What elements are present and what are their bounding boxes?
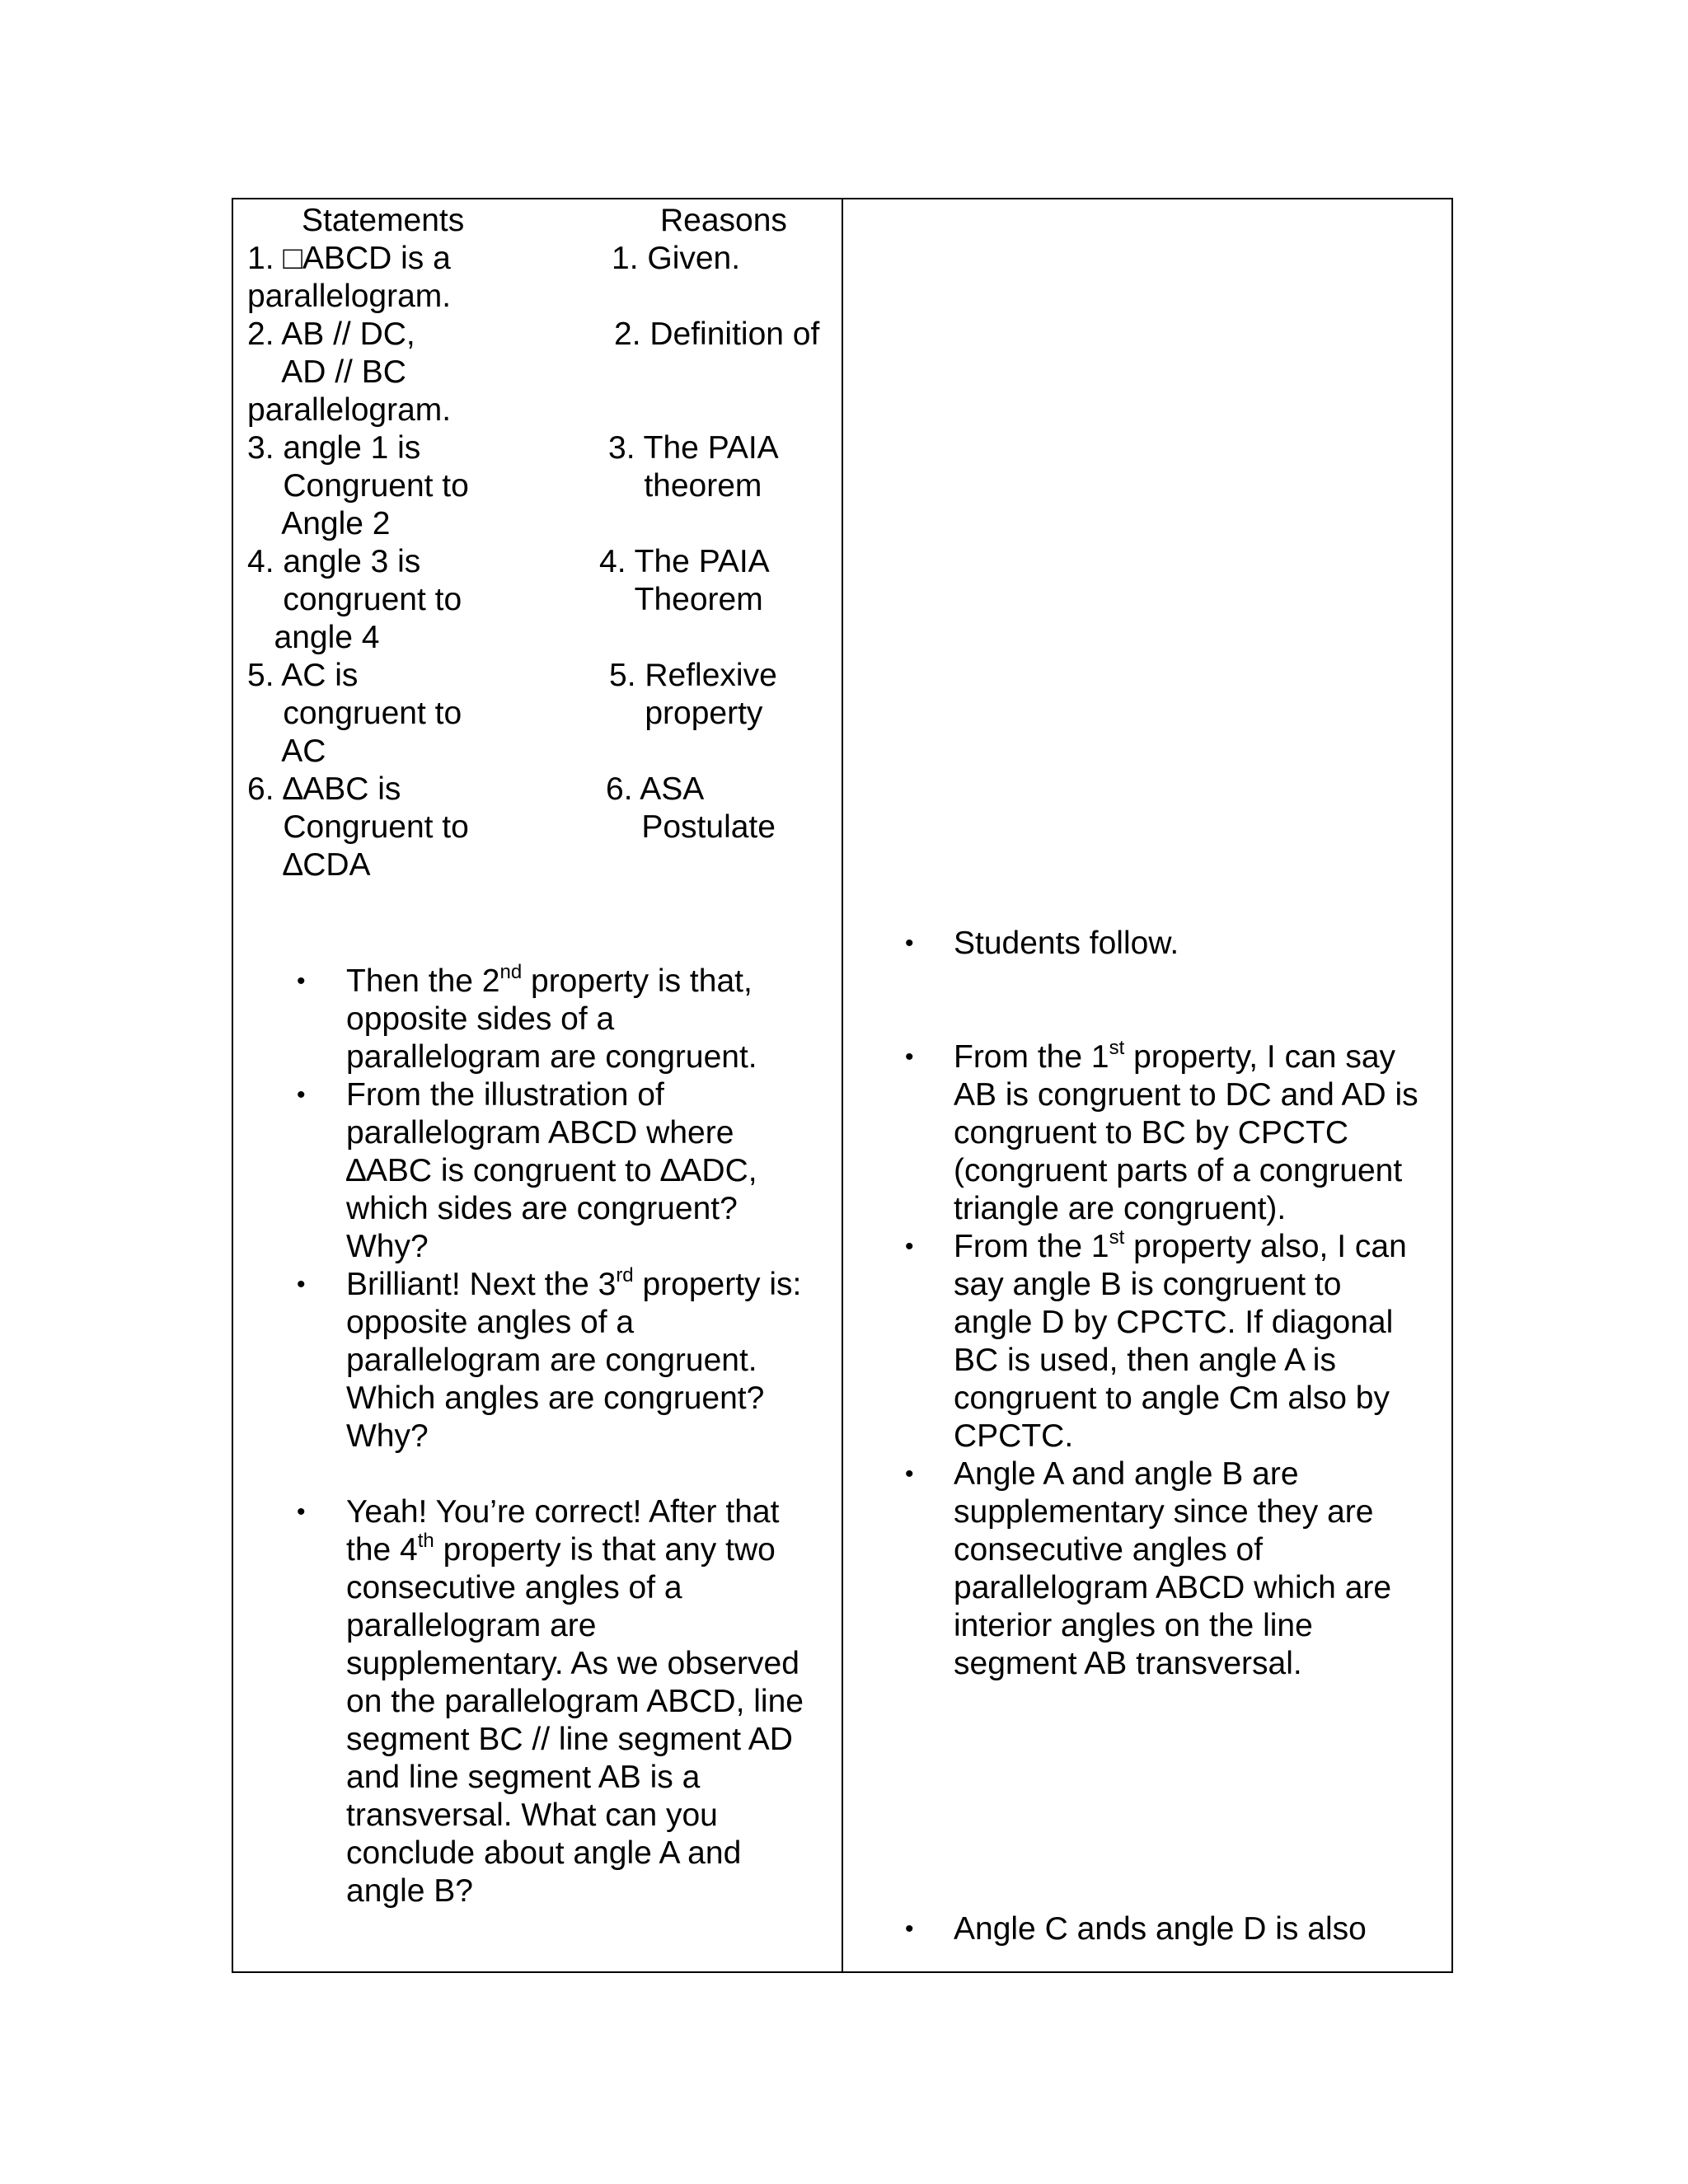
teacher-bullet-1-line-3: parallelogram are congruent.: [346, 1039, 757, 1075]
reason-2: 2. Definition of: [614, 316, 820, 352]
student-bullet-4-line-6: segment AB transversal.: [954, 1646, 1302, 1681]
statement-5-line-3: AC: [247, 733, 326, 769]
student-bullet-4-line-1: Angle A and angle B are: [954, 1456, 1299, 1492]
teacher-bullet-4-line-6: on the parallelogram ABCD, line: [346, 1684, 804, 1719]
teacher-bullet-4-line-4: parallelogram are: [346, 1608, 597, 1643]
bullet-icon: •: [905, 1043, 914, 1071]
teacher-bullet-2-line-2: parallelogram ABCD where: [346, 1115, 734, 1151]
statement-6-line-3: ∆CDA: [247, 847, 371, 883]
student-bullet-2-line-5: triangle are congruent).: [954, 1191, 1287, 1226]
student-bullet-1-line-1: Students follow.: [954, 926, 1179, 961]
teacher-bullet-4-line-8: and line segment AB is a: [346, 1760, 701, 1795]
statement-2-line-3: parallelogram.: [247, 392, 452, 428]
student-bullet-4-line-4: parallelogram ABCD which are: [954, 1570, 1392, 1605]
statement-4-line-3: angle 4: [247, 620, 380, 655]
teacher-bullet-4-line-7: segment BC // line segment AD: [346, 1722, 793, 1757]
teacher-bullet-3-line-1: Brilliant! Next the 3rd property is:: [346, 1264, 802, 1302]
statement-4-line-1: 4. angle 3 is: [247, 544, 421, 579]
teacher-bullet-2-line-1: From the illustration of: [346, 1077, 664, 1113]
statement-4-line-2: congruent to: [247, 582, 462, 617]
teacher-bullet-4-line-9: transversal. What can you: [346, 1797, 718, 1833]
teacher-bullet-4-line-3: consecutive angles of a: [346, 1570, 682, 1605]
teacher-bullet-4-line-2: the 4th property is that any two: [346, 1530, 776, 1568]
reason-4-line-1: 4. The PAIA: [599, 544, 770, 579]
teacher-bullet-4-line-11: angle B?: [346, 1873, 473, 1909]
statements-header: Statements: [302, 203, 465, 238]
student-bullet-2-line-4: (congruent parts of a congruent: [954, 1153, 1403, 1188]
student-bullet-2-line-1: From the 1st property, I can say: [954, 1037, 1396, 1075]
statement-1-line-1: 1. □ABCD is a: [247, 241, 451, 276]
teacher-bullet-4-line-1: Yeah! You’re correct! After that: [346, 1494, 780, 1530]
reason-1: 1. Given.: [612, 241, 741, 276]
lesson-table: [232, 198, 1453, 1973]
teacher-bullet-3-line-2: opposite angles of a: [346, 1305, 635, 1340]
column-divider: [842, 199, 843, 1971]
statement-5-line-1: 5. AC is: [247, 658, 359, 693]
reasons-header: Reasons: [660, 203, 787, 238]
teacher-bullet-2-line-3: ∆ABC is congruent to ∆ADC,: [346, 1153, 757, 1188]
student-bullet-4-line-5: interior angles on the line: [954, 1608, 1313, 1643]
reason-6-line-2: Postulate: [606, 809, 776, 845]
teacher-bullet-1-line-1: Then the 2nd property is that,: [346, 961, 753, 999]
statement-2-line-1: 2. AB // DC,: [247, 316, 415, 352]
reason-5-line-1: 5. Reflexive: [609, 658, 777, 693]
teacher-bullet-1-line-2: opposite sides of a: [346, 1001, 615, 1037]
student-bullet-3-line-6: CPCTC.: [954, 1418, 1074, 1454]
student-bullet-2-line-3: congruent to BC by CPCTC: [954, 1115, 1349, 1151]
bullet-icon: •: [905, 930, 914, 957]
reason-3-line-1: 3. The PAIA: [608, 430, 779, 466]
statement-2-line-2: AD // BC: [247, 354, 406, 390]
statement-5-line-2: congruent to: [247, 696, 462, 731]
statement-6-line-2: Congruent to: [247, 809, 469, 845]
student-bullet-3-line-3: angle D by CPCTC. If diagonal: [954, 1305, 1394, 1340]
student-bullet-4-line-3: consecutive angles of: [954, 1532, 1264, 1568]
statement-3-line-2: Congruent to: [247, 468, 469, 504]
statement-3-line-1: 3. angle 1 is: [247, 430, 421, 466]
reason-5-line-2: property: [609, 696, 763, 731]
bullet-icon: •: [297, 1271, 306, 1298]
teacher-bullet-2-line-5: Why?: [346, 1229, 429, 1264]
statement-6-line-1: 6. ∆ABC is: [247, 771, 401, 807]
bullet-icon: •: [297, 1081, 306, 1108]
bullet-icon: •: [297, 968, 306, 995]
student-bullet-2-line-2: AB is congruent to DC and AD is: [954, 1077, 1418, 1113]
bullet-icon: •: [905, 1915, 914, 1943]
student-bullet-3-line-5: congruent to angle Cm also by: [954, 1380, 1390, 1416]
student-bullet-3-line-1: From the 1st property also, I can: [954, 1226, 1407, 1264]
teacher-bullet-3-line-3: parallelogram are congruent.: [346, 1343, 757, 1378]
reason-4-line-2: Theorem: [599, 582, 763, 617]
student-bullet-5-line-1: Angle C ands angle D is also: [954, 1911, 1367, 1947]
reason-6-line-1: 6. ASA: [606, 771, 705, 807]
teacher-bullet-2-line-4: which sides are congruent?: [346, 1191, 738, 1226]
teacher-bullet-4-line-5: supplementary. As we observed: [346, 1646, 799, 1681]
bullet-icon: •: [297, 1498, 306, 1526]
bullet-icon: •: [905, 1233, 914, 1260]
student-bullet-3-line-4: BC is used, then angle A is: [954, 1343, 1336, 1378]
student-bullet-4-line-2: supplementary since they are: [954, 1494, 1374, 1530]
student-bullet-3-line-2: say angle B is congruent to: [954, 1267, 1342, 1302]
teacher-bullet-3-line-5: Why?: [346, 1418, 429, 1454]
teacher-bullet-3-line-4: Which angles are congruent?: [346, 1380, 765, 1416]
teacher-bullet-4-line-10: conclude about angle A and: [346, 1835, 742, 1871]
statement-1-line-2: parallelogram.: [247, 279, 452, 314]
bullet-icon: •: [905, 1460, 914, 1488]
reason-3-line-2: theorem: [608, 468, 762, 504]
statement-3-line-3: Angle 2: [247, 506, 391, 541]
